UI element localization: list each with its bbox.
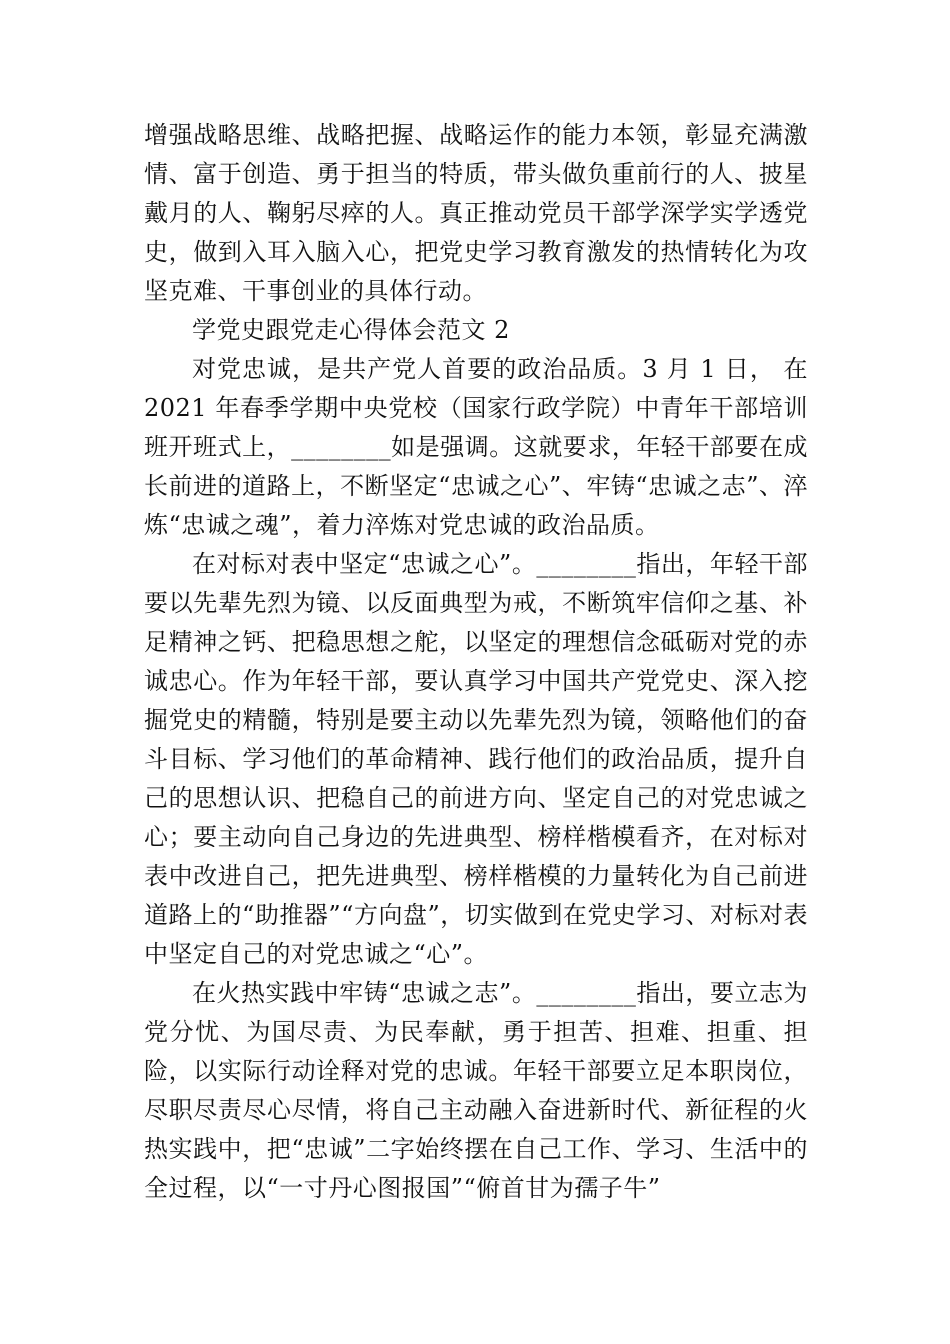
section-heading: 学党史跟党走心得体会范文 2 xyxy=(192,316,510,344)
body-paragraph-1: 增强战略思维、战略把握、战略运作的能力本领，彰显充满激情、富于创造、勇于担当的特质，带头做负重前行的人、披星戴月的人、鞠躬尽瘁的人。真正推动党员干部学深学实学透党史，做到入耳入脑入心，把党史学习教育激发的热情转化为攻坚克难、干事创业的具体行动。 xyxy=(144,121,808,305)
body-paragraph-3: 在对标对表中坚定“忠诚之心”。________指出，年轻干部要以先辈先烈为镜、以反面典型为戒，不断筑牢信仰之基、补足精神之钙、把稳思想之舵，以坚定的理想信念砥砺对党的赤诚忠心。作为年轻干部，要认真学习中国共产党党史、深入挖掘党史的精髓，特别是要主动以先辈先烈为镜，领略他们的奋斗目标、学习他们的革命精神、践行他们的政治品质，提升自己的思想认识、把稳自己的前进方向、坚定自己的对党忠诚之心；要主动向自己身边的先进典型、榜样楷模看齐，在对标对表中改进自己，把先进典型、榜样楷模的力量转化为自己前进道路上的“助推器”“方向盘”，切实做到在党史学习、对标对表中坚定自己的对党忠诚之“心”。 xyxy=(144,550,808,968)
body-paragraph-4: 在火热实践中牢铸“忠诚之志”。________指出，要立志为党分忧、为国尽责、为民奉献，勇于担苦、担难、担重、担险，以实际行动诠释对党的忠诚。年轻干部要立足本职岗位，尽职尽责尽心尽情，将自己主动融入奋进新时代、新征程的火热实践中，把“忠诚”二字始终摆在自己工作、学习、生活中的全过程，以“一寸丹心图报国”“俯首甘为孺子牛” xyxy=(144,979,808,1202)
body-paragraph-2: 对党忠诚，是共产党人首要的政治品质。3 月 1 日， 在 2021 年春季学期中央党校（国家行政学院）中青年干部培训班开班式上，________如是强调。这就要求，年轻干部要在成长前进的道路上，不断坚定“忠诚之心”、牢铸“忠诚之志”、淬炼“忠诚之魂”，着力淬炼对党忠诚的政治品质。 xyxy=(144,355,808,539)
document-body xyxy=(144,116,808,1208)
